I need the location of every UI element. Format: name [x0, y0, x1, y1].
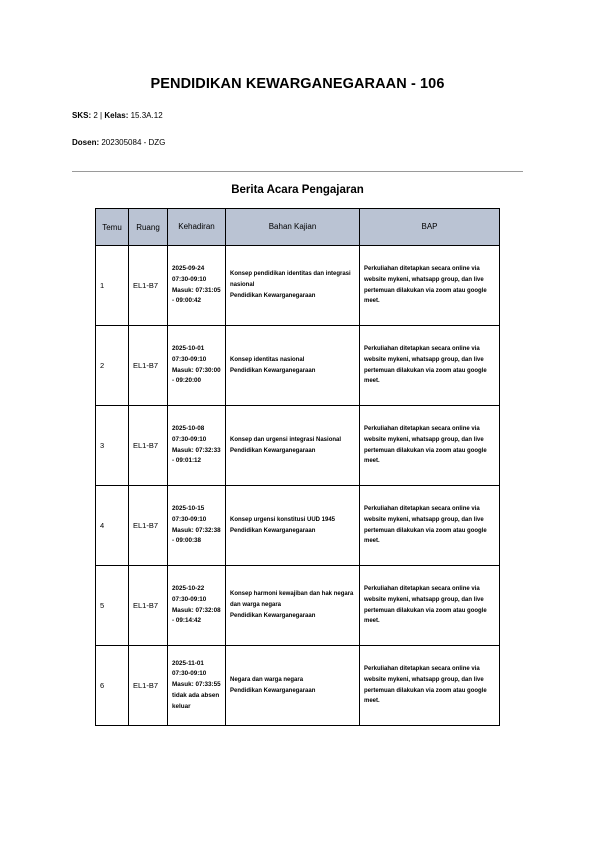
header-bahan-kajian: Bahan Kajian: [226, 209, 360, 246]
cell-temu: 4: [96, 486, 129, 566]
cell-bap: Perkuliahan ditetapkan secara online via website mykeni, whatsapp group, dan live pertemuan dilakukan via zoom atau google meet.: [360, 246, 500, 326]
cell-bap: Perkuliahan ditetapkan secara online via website mykeni, whatsapp group, dan live pertemuan dilakukan via zoom atau google meet.: [360, 646, 500, 726]
table-header-row: [96, 209, 500, 246]
document-title: PENDIDIKAN KEWARGANEGARAAN - 106: [150, 76, 445, 92]
header-temu: Temu: [96, 209, 129, 246]
separator: |: [100, 111, 103, 120]
bahan-topic: Konsep pendidikan identitas dan integrasi nasional: [230, 271, 351, 289]
bahan-course: Pendidikan Kewarganegaraan: [230, 292, 316, 299]
header-kehadiran: Kehadiran: [168, 209, 226, 246]
bahan-course: Pendidikan Kewarganegaraan: [230, 612, 316, 619]
cell-bahan-kajian: [226, 646, 360, 726]
course-info: [72, 111, 163, 120]
cell-temu: 6: [96, 646, 129, 726]
cell-bap: Perkuliahan ditetapkan secara online via website mykeni, whatsapp group, dan live pertemuan dilakukan via zoom atau google meet.: [360, 486, 500, 566]
cell-ruang: EL1-B7: [129, 406, 168, 486]
cell-kehadiran: 2025-10-22 07:30-09:10 Masuk: 07:32:08 - 09:14:42: [168, 566, 226, 646]
cell-kehadiran: 2025-09-24 07:30-09:10 Masuk: 07:31:05 - 09:00:42: [168, 246, 226, 326]
lecturer-info: [72, 138, 165, 147]
bahan-topic: Konsep dan urgensi integrasi Nasional: [230, 436, 342, 443]
cell-ruang: EL1-B7: [129, 246, 168, 326]
cell-kehadiran: 2025-10-01 07:30-09:10 Masuk: 07:30:00 - 09:20:00: [168, 326, 226, 406]
horizontal-divider: [72, 171, 523, 172]
cell-kehadiran: 2025-11-01 07:30-09:10 Masuk: 07:33:55 tidak ada absen keluar: [168, 646, 226, 726]
cell-temu: 5: [96, 566, 129, 646]
cell-bahan-kajian: [226, 486, 360, 566]
dosen-value: 202305084 - DZG: [101, 138, 166, 147]
bahan-course: Pendidikan Kewarganegaraan: [230, 447, 316, 454]
sks-value: 2: [93, 111, 98, 120]
header-ruang: Ruang: [129, 209, 168, 246]
cell-bahan-kajian: [226, 326, 360, 406]
table-row: [96, 326, 500, 406]
table-row: [96, 646, 500, 726]
cell-bap: Perkuliahan ditetapkan secara online via website mykeni, whatsapp group, dan live pertemuan dilakukan via zoom atau google meet.: [360, 326, 500, 406]
bahan-course: Pendidikan Kewarganegaraan: [230, 367, 316, 374]
cell-bap: Perkuliahan ditetapkan secara online via website mykeni, whatsapp group, dan live pertemuan dilakukan via zoom atau google meet.: [360, 406, 500, 486]
bahan-course: Pendidikan Kewarganegaraan: [230, 527, 316, 534]
cell-temu: 2: [96, 326, 129, 406]
cell-ruang: EL1-B7: [129, 566, 168, 646]
sks-label: SKS:: [72, 111, 92, 120]
section-title: Berita Acara Pengajaran: [231, 184, 364, 196]
cell-bahan-kajian: [226, 566, 360, 646]
kelas-label: Kelas:: [104, 111, 129, 120]
cell-kehadiran: 2025-10-15 07:30-09:10 Masuk: 07:32:38 - 09:00:38: [168, 486, 226, 566]
dosen-label: Dosen:: [72, 138, 100, 147]
cell-temu: 3: [96, 406, 129, 486]
cell-bap: Perkuliahan ditetapkan secara online via website mykeni, whatsapp group, dan live pertemuan dilakukan via zoom atau google meet.: [360, 566, 500, 646]
cell-ruang: EL1-B7: [129, 326, 168, 406]
bahan-topic: Konsep identitas nasional: [230, 356, 305, 363]
cell-bahan-kajian: [226, 406, 360, 486]
header-bap: BAP: [360, 209, 500, 246]
bahan-course: Pendidikan Kewarganegaraan: [230, 687, 316, 694]
table-row: [96, 486, 500, 566]
table-row: [96, 566, 500, 646]
teaching-record-table: [95, 208, 500, 726]
cell-bahan-kajian: [226, 246, 360, 326]
bahan-topic: Konsep urgensi konstitusi UUD 1945: [230, 516, 336, 523]
bahan-topic: Konsep harmoni kewajiban dan hak negara dan warga negara: [230, 591, 354, 609]
cell-kehadiran: 2025-10-08 07:30-09:10 Masuk: 07:32:33 - 09:01:12: [168, 406, 226, 486]
bahan-topic: Negara dan warga negara: [230, 676, 304, 683]
cell-ruang: EL1-B7: [129, 486, 168, 566]
cell-ruang: EL1-B7: [129, 646, 168, 726]
kelas-value: 15.3A.12: [130, 111, 163, 120]
table-row: [96, 246, 500, 326]
cell-temu: 1: [96, 246, 129, 326]
table-row: [96, 406, 500, 486]
